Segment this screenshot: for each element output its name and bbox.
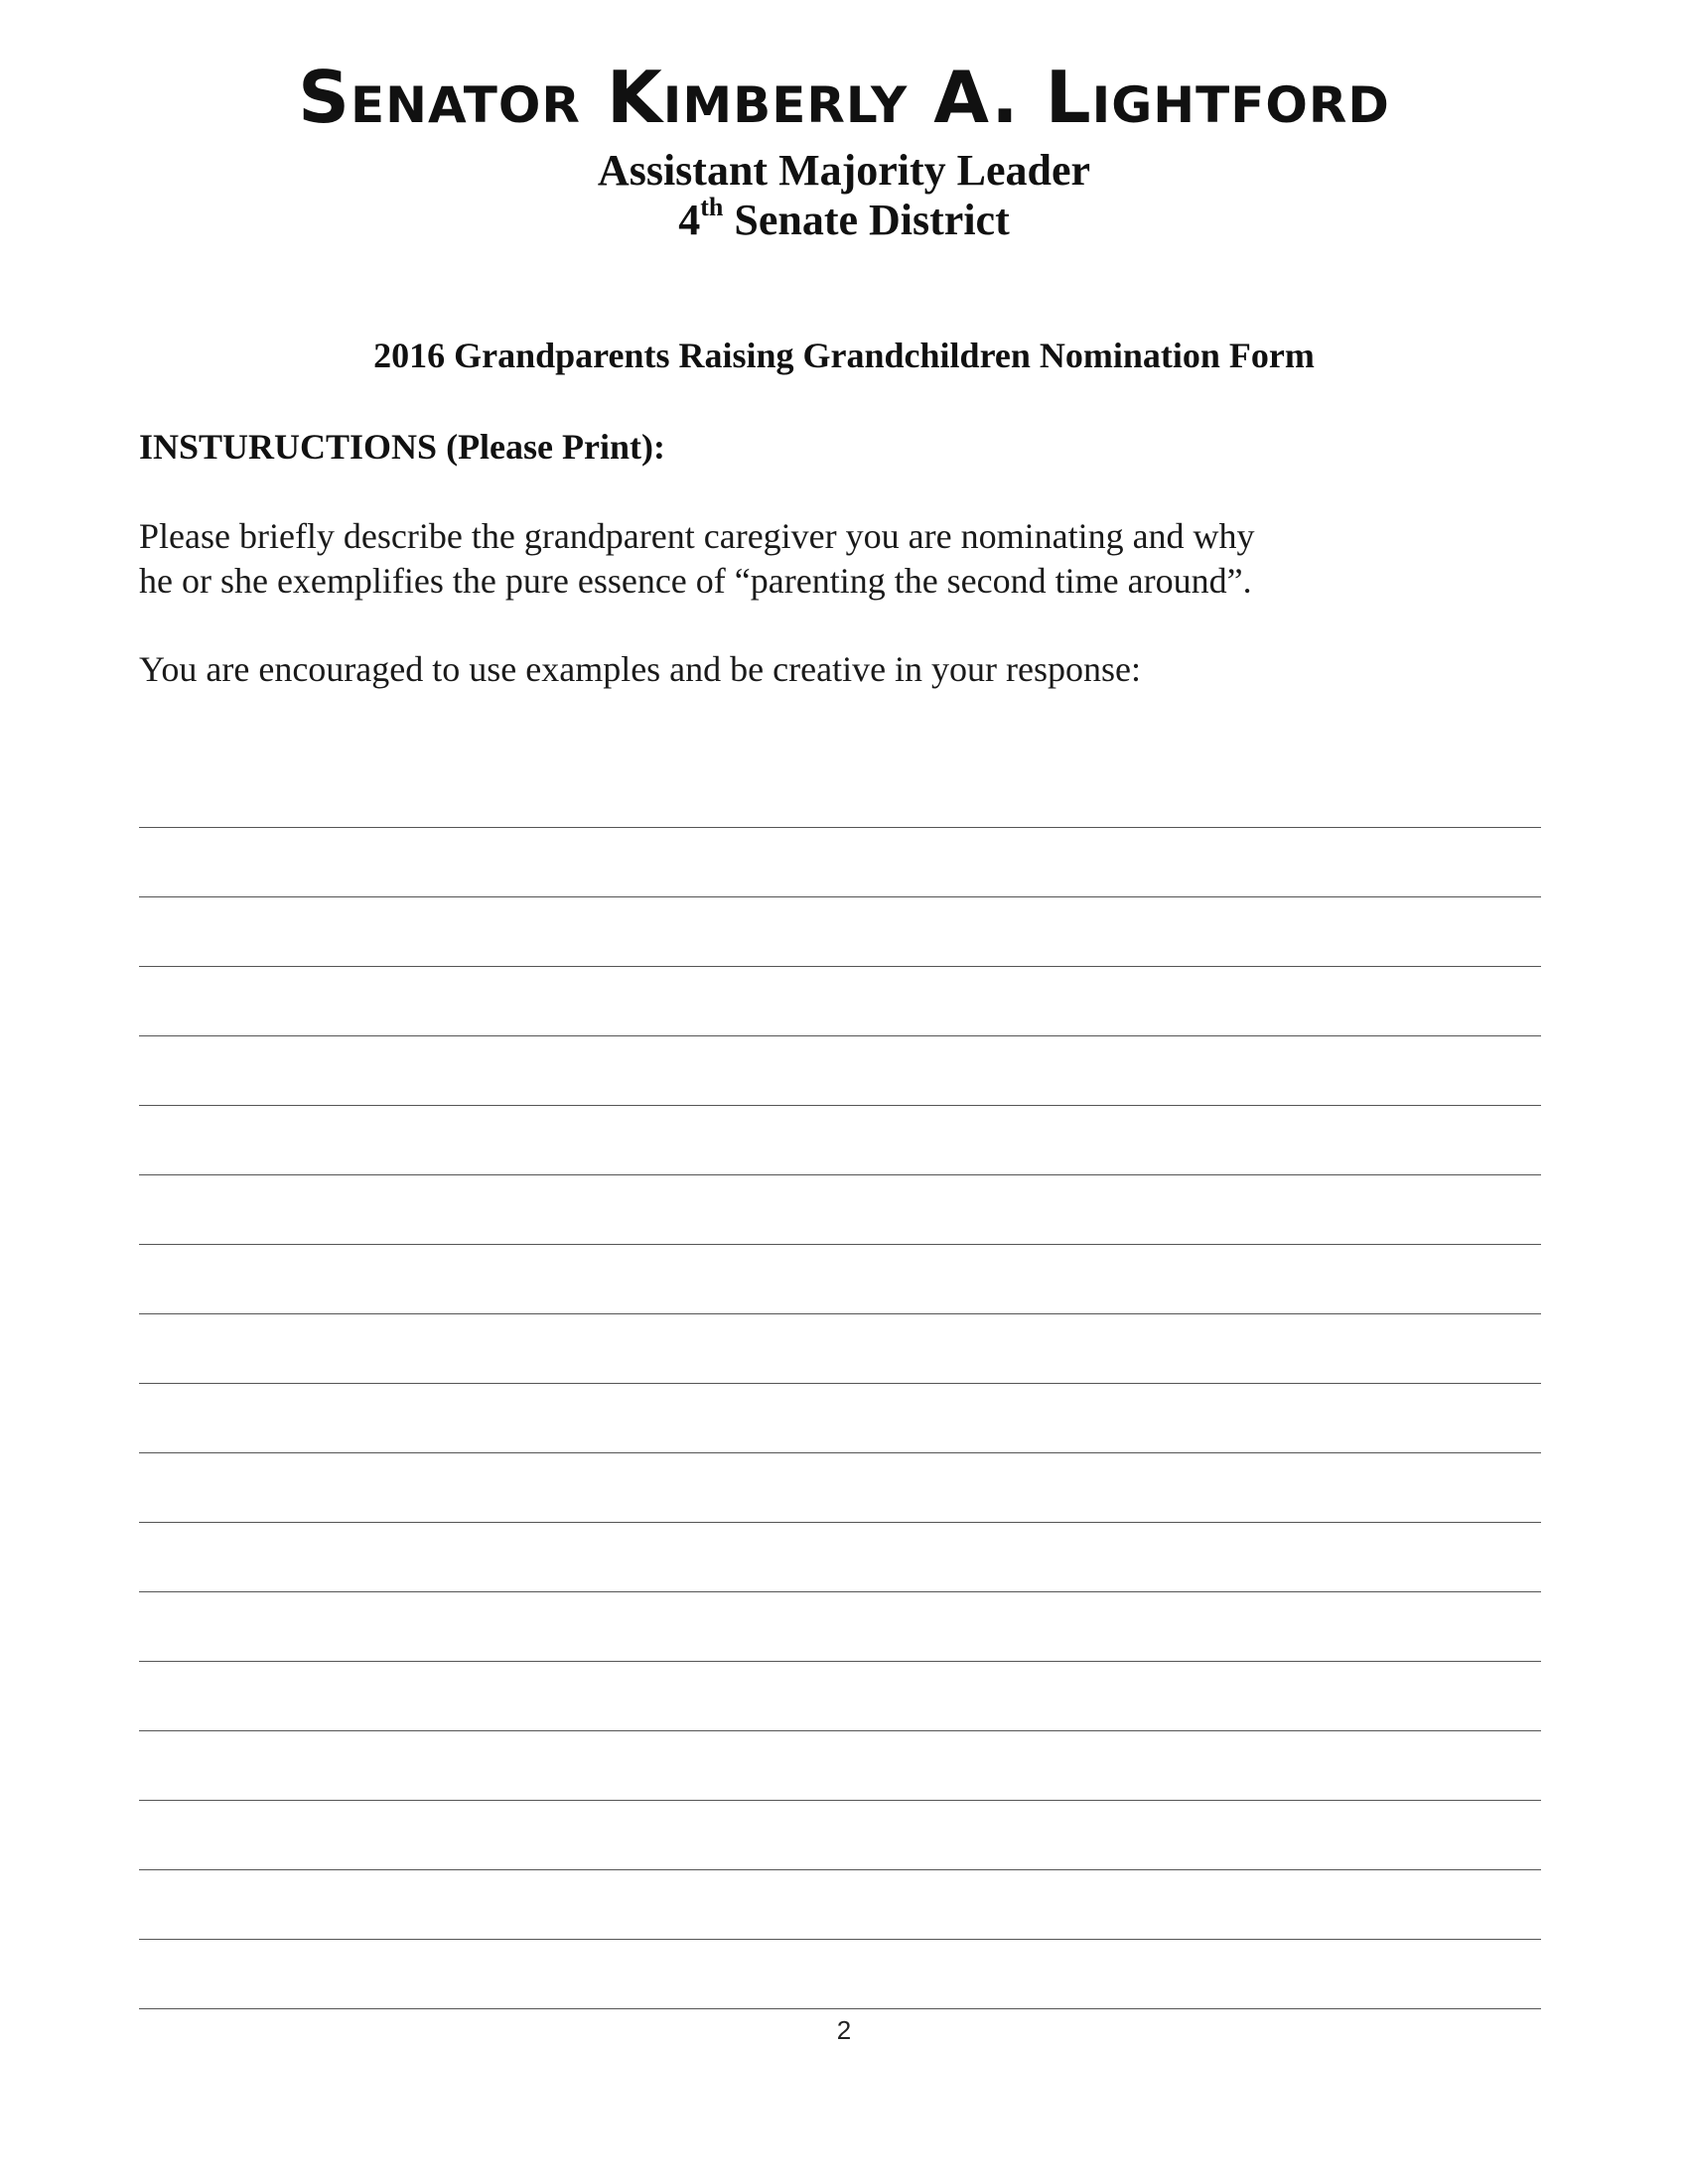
page-number: 2	[836, 2015, 852, 2045]
instructions-heading: INSTURUCTIONS (Please Print):	[139, 427, 665, 467]
senate-district	[0, 193, 1688, 244]
response-line[interactable]	[139, 1245, 1541, 1314]
district-number: 4	[678, 196, 701, 244]
response-line[interactable]	[139, 1523, 1541, 1592]
district-label: Senate District	[723, 196, 1010, 244]
response-line[interactable]	[139, 1801, 1541, 1870]
response-line[interactable]	[139, 1175, 1541, 1245]
response-line[interactable]	[139, 758, 1541, 828]
response-line[interactable]	[139, 1592, 1541, 1662]
instructions-paragraph	[139, 514, 1569, 604]
response-line[interactable]	[139, 828, 1541, 897]
instructions-line-1: Please briefly describe the grandparent caregiver you are nominating and why	[139, 516, 1255, 556]
senator-title: Assistant Majority Leader	[597, 146, 1091, 195]
response-line[interactable]	[139, 1384, 1541, 1453]
response-line[interactable]	[139, 1662, 1541, 1731]
response-line[interactable]	[139, 1940, 1541, 2009]
response-line[interactable]	[139, 1453, 1541, 1523]
response-line[interactable]	[139, 1036, 1541, 1106]
response-line[interactable]	[139, 1314, 1541, 1384]
encouragement-paragraph: You are encouraged to use examples and be creative in your response:	[139, 649, 1142, 689]
district-suffix: th	[700, 193, 724, 221]
senator-name: Senator Kimberly A. Lightford	[298, 56, 1390, 139]
instructions-line-2: he or she exemplifies the pure essence of “parenting the second time around”.	[139, 561, 1252, 601]
response-line[interactable]	[139, 897, 1541, 967]
response-line[interactable]	[139, 1731, 1541, 1801]
response-line[interactable]	[139, 1106, 1541, 1175]
response-line[interactable]	[139, 967, 1541, 1036]
response-lines[interactable]	[139, 758, 1541, 2009]
form-title: 2016 Grandparents Raising Grandchildren Nomination Form	[373, 336, 1315, 375]
response-line[interactable]	[139, 1870, 1541, 1940]
